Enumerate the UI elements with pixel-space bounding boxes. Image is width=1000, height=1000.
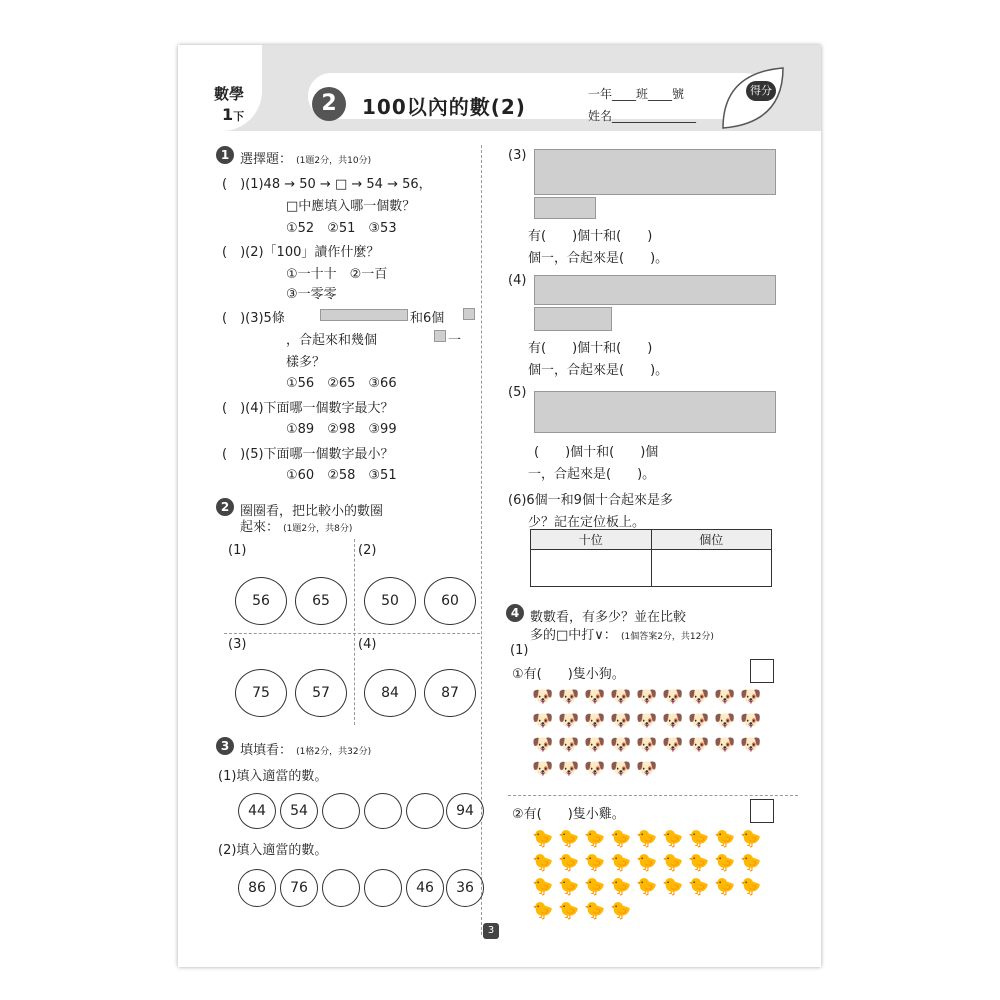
chick-icon: 🐤 <box>636 853 658 873</box>
ones-block-group-4 <box>534 307 612 331</box>
dog-icon: 🐶 <box>584 711 606 731</box>
q2-line1: ( )(2)「100」讀作什麼？ <box>222 245 380 260</box>
chick-icon: 🐤 <box>532 829 554 849</box>
dog-icon: 🐶 <box>688 687 710 707</box>
s3-q2: (2)填入適當的數。 <box>218 843 328 858</box>
section-1-badge: 1 <box>216 146 234 164</box>
orange-3[interactable] <box>322 869 360 907</box>
dog-icon: 🐶 <box>558 711 580 731</box>
dog-icon: 🐶 <box>610 759 632 779</box>
chick-icon: 🐤 <box>558 877 580 897</box>
dog-icon: 🐶 <box>714 687 736 707</box>
section-2-hdivider <box>224 633 480 634</box>
apple-2: 54 <box>280 793 318 829</box>
dog-icon: 🐶 <box>688 711 710 731</box>
fruit-7: 84 <box>364 669 416 717</box>
section-2-title: 圈圈看，把比較小的數圈 <box>240 504 384 519</box>
chick-icon: 🐤 <box>662 853 684 873</box>
q1-line1: ( )(1)48 → 50 → □ → 54 → 56， <box>222 177 432 192</box>
orange-6: 36 <box>446 869 484 907</box>
chick-icon: 🐤 <box>740 877 762 897</box>
q3-line2b: 一 <box>448 333 462 348</box>
dog-icon: 🐶 <box>584 759 606 779</box>
class-field: 一年____班____號 <box>588 87 685 101</box>
name-field: 姓名______________ <box>588 109 697 123</box>
q2-options2: ③一零零 <box>286 287 337 302</box>
tens-block-group-3 <box>534 149 776 195</box>
section-3-badge: 3 <box>216 737 234 755</box>
dog-icon: 🐶 <box>610 735 632 755</box>
section-2-badge: 2 <box>216 498 234 516</box>
apple-1: 44 <box>238 793 276 829</box>
dog-checkbox[interactable] <box>750 659 774 683</box>
dog-icon: 🐶 <box>532 759 554 779</box>
q3-options: ①56 ②65 ③66 <box>286 376 397 391</box>
chick-question: ②有( )隻小雞。 <box>512 807 625 822</box>
r6-line2: 少？記在定位板上。 <box>528 515 646 530</box>
r6-line1: (6)6個一和9個十合起來是多 <box>508 493 673 508</box>
q4-line1: ( )(4)下面哪一個數字最大？ <box>222 401 394 416</box>
tens-block-group-4 <box>534 275 776 305</box>
q3-line2a: ，合起來和幾個 <box>286 333 378 348</box>
r5-line1: ( )個十和( )個 <box>534 445 659 460</box>
chick-icon: 🐤 <box>584 853 606 873</box>
chick-icon: 🐤 <box>558 829 580 849</box>
r3-line1: 有( )個十和( ) <box>528 229 653 244</box>
chick-icon: 🐤 <box>610 877 632 897</box>
orange-5: 46 <box>406 869 444 907</box>
dog-icon: 🐶 <box>636 711 658 731</box>
s4-part1: (1) <box>510 643 529 658</box>
tens-block-group-5 <box>534 391 776 433</box>
tens-header: 十位 <box>531 530 652 550</box>
apple-5[interactable] <box>406 793 444 829</box>
dog-icon: 🐶 <box>558 687 580 707</box>
r4-line2: 個一，合起來是( )。 <box>528 363 669 378</box>
ones-block-group-3 <box>534 197 596 219</box>
chick-icon: 🐤 <box>714 829 736 849</box>
dog-icon: 🐶 <box>636 759 658 779</box>
s2-part4: (4) <box>358 637 377 652</box>
chick-icon: 🐤 <box>558 853 580 873</box>
fruit-5: 75 <box>235 669 287 717</box>
section-3-title: 填填看： (1格2分，共32分) <box>240 743 372 758</box>
dog-icon: 🐶 <box>662 711 684 731</box>
s3-q1: (1)填入適當的數。 <box>218 769 328 784</box>
chick-icon: 🐤 <box>688 829 710 849</box>
q3-line1b: 和6個 <box>410 311 445 326</box>
chick-checkbox[interactable] <box>750 799 774 823</box>
chick-icon: 🐤 <box>688 853 710 873</box>
dog-icon: 🐶 <box>714 735 736 755</box>
unit-number: 2 <box>312 87 346 121</box>
r4-label: (4) <box>508 273 527 288</box>
r4-line1: 有( )個十和( ) <box>528 341 653 356</box>
score-label: 得分 <box>746 81 776 101</box>
s4-divider <box>508 795 798 796</box>
fruit-3: 50 <box>364 577 416 625</box>
dog-icon: 🐶 <box>584 687 606 707</box>
r5-label: (5) <box>508 385 527 400</box>
chick-icon: 🐤 <box>558 901 580 921</box>
dog-icon: 🐶 <box>558 759 580 779</box>
page-number: 3 <box>483 923 499 939</box>
section-2-title2: 起來： (1題2分，共8分) <box>240 520 353 535</box>
dog-icon: 🐶 <box>740 735 762 755</box>
chick-icon: 🐤 <box>636 877 658 897</box>
chick-icon: 🐤 <box>688 877 710 897</box>
s2-part3: (3) <box>228 637 247 652</box>
q3-line1a: ( )(3)5條 <box>222 311 285 326</box>
r3-label: (3) <box>508 148 527 163</box>
q2-options1: ①一十十 ②一百 <box>286 267 388 282</box>
section-2-vdivider <box>354 539 355 725</box>
chick-icon: 🐤 <box>610 901 632 921</box>
dog-icon: 🐶 <box>532 687 554 707</box>
ten-rod-icon <box>320 309 408 321</box>
chick-icon: 🐤 <box>740 853 762 873</box>
tens-cell[interactable] <box>531 550 652 587</box>
grade-label: 1下 <box>222 105 245 124</box>
apple-4[interactable] <box>364 793 402 829</box>
dog-icon: 🐶 <box>610 687 632 707</box>
dog-icon: 🐶 <box>610 711 632 731</box>
subject-tag <box>178 45 262 131</box>
dog-icon: 🐶 <box>532 711 554 731</box>
chick-icon: 🐤 <box>714 877 736 897</box>
section-4-badge: 4 <box>506 604 524 622</box>
dog-icon: 🐶 <box>740 711 762 731</box>
orange-1: 86 <box>238 869 276 907</box>
dog-question: ①有( )隻小狗。 <box>512 667 625 682</box>
q4-options: ①89 ②98 ③99 <box>286 422 397 437</box>
unit-cube-icon <box>463 308 475 320</box>
page-title: 100以內的數(2) <box>362 95 526 119</box>
s2-part2: (2) <box>358 543 377 558</box>
section-4-title: 數數看，有多少？並在比較 <box>530 610 687 625</box>
dog-icon: 🐶 <box>662 735 684 755</box>
chick-icon: 🐤 <box>610 853 632 873</box>
fruit-6: 57 <box>295 669 347 717</box>
r5-line2: 一，合起來是( )。 <box>528 467 656 482</box>
ones-cell[interactable] <box>651 550 772 587</box>
ones-header: 個位 <box>651 530 772 550</box>
chick-icon: 🐤 <box>584 877 606 897</box>
q1-line2: □中應填入哪一個數？ <box>286 199 416 214</box>
apple-3[interactable] <box>322 793 360 829</box>
orange-2: 76 <box>280 869 318 907</box>
fruit-4: 60 <box>424 577 476 625</box>
subject-label: 數學 <box>214 85 245 103</box>
worksheet-page <box>178 45 821 967</box>
dog-icon: 🐶 <box>662 687 684 707</box>
chick-icon: 🐤 <box>740 829 762 849</box>
dog-icon: 🐶 <box>740 687 762 707</box>
q5-line1: ( )(5)下面哪一個數字最小？ <box>222 447 394 462</box>
s2-part1: (1) <box>228 543 247 558</box>
dog-icon: 🐶 <box>558 735 580 755</box>
chick-icon: 🐤 <box>636 829 658 849</box>
chick-icon: 🐤 <box>610 829 632 849</box>
chick-icon: 🐤 <box>532 901 554 921</box>
section-1-title: 選擇題： (1題2分，共10分) <box>240 152 372 167</box>
unit-cube-icon-2 <box>434 330 446 342</box>
chick-icon: 🐤 <box>662 829 684 849</box>
q1-options: ①52 ②51 ③53 <box>286 221 397 236</box>
place-value-table <box>530 529 772 587</box>
fruit-2: 65 <box>295 577 347 625</box>
dog-icon: 🐶 <box>636 735 658 755</box>
dog-icon: 🐶 <box>688 735 710 755</box>
dog-icon: 🐶 <box>584 735 606 755</box>
chick-icon: 🐤 <box>584 901 606 921</box>
dog-icon: 🐶 <box>636 687 658 707</box>
r3-line2: 個一，合起來是( )。 <box>528 251 669 266</box>
dog-icon: 🐶 <box>714 711 736 731</box>
chick-icon: 🐤 <box>532 853 554 873</box>
chick-icon: 🐤 <box>532 877 554 897</box>
dog-icon: 🐶 <box>532 735 554 755</box>
orange-4[interactable] <box>364 869 402 907</box>
q3-line3: 樣多？ <box>286 355 326 370</box>
chick-icon: 🐤 <box>662 877 684 897</box>
chick-icon: 🐤 <box>584 829 606 849</box>
chick-icon: 🐤 <box>714 853 736 873</box>
section-4-title2: 多的□中打∨： (1個答案2分，共12分) <box>530 628 714 643</box>
fruit-8: 87 <box>424 669 476 717</box>
q5-options: ①60 ②58 ③51 <box>286 468 397 483</box>
fruit-1: 56 <box>235 577 287 625</box>
apple-6: 94 <box>446 793 484 829</box>
